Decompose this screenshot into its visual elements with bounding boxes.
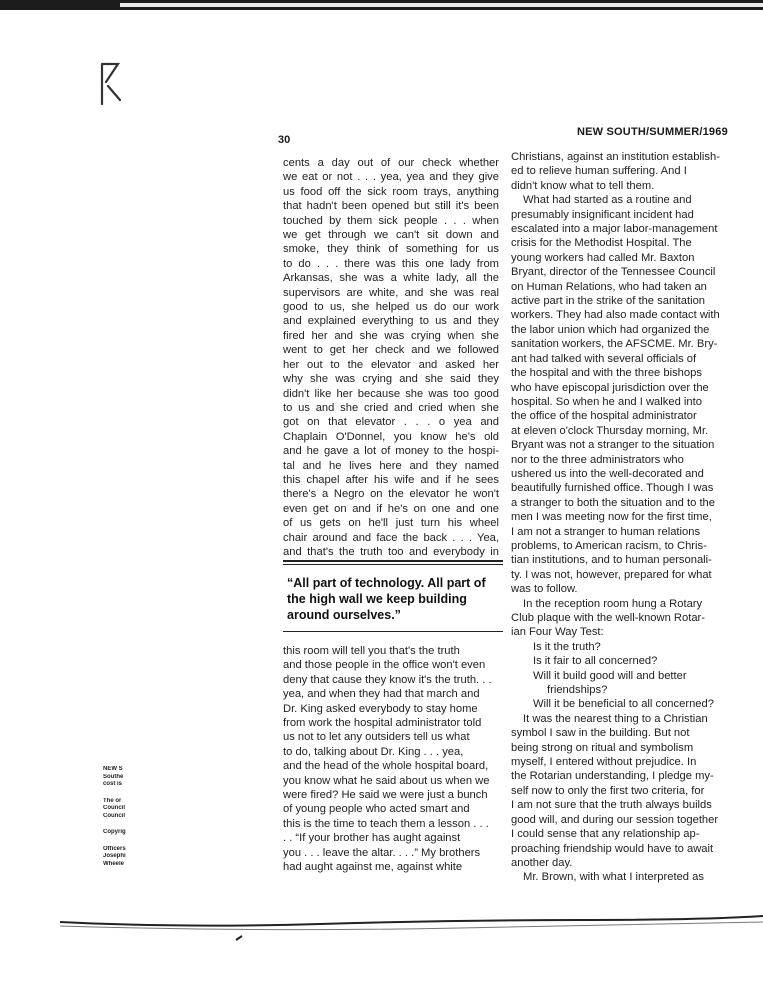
- text-line: Arkansas, she was a white lady, all the: [283, 272, 499, 285]
- text-line: beautifully furnished office. Though I was: [511, 482, 714, 495]
- text-line: of us gets on he'll just turn his wheel: [283, 517, 499, 530]
- text-line: this room will tell you that's the truth: [283, 645, 460, 657]
- masthead-line: The or: [103, 797, 122, 804]
- text-line: had aught against me, against white: [283, 861, 463, 874]
- text-line: Club plaque with the well-known Rotar-: [511, 612, 706, 624]
- text-line: active part in the strike of the sanitation: [511, 295, 706, 308]
- text-line: this is the time to teach them a lesson . . .: [283, 817, 489, 830]
- text-line: What had started as a routine and: [523, 194, 692, 207]
- text-line: yea, and when they had that march and: [283, 688, 480, 701]
- four-way-test-item: Is it fair to all concerned?: [533, 655, 658, 668]
- text-line: another day.: [511, 856, 573, 869]
- four-way-test-item: Will it be beneficial to all concerned?: [533, 698, 714, 711]
- text-line: young workers had called Mr. Baxton: [511, 251, 695, 264]
- text-line: presumably insignificant incident had: [511, 208, 694, 221]
- text-line: we eat or not . . . yea, yea and they give: [283, 171, 499, 184]
- text-line: this chapel after his wife and if he sees: [283, 473, 499, 486]
- text-line: the labor union which had organized the: [511, 323, 710, 336]
- masthead-line: Council: [103, 812, 125, 819]
- text-line: Dr. King asked everybody to stay home: [283, 702, 478, 715]
- text-line: ty. I was not, however, prepared for what: [511, 568, 712, 581]
- page-number: 30: [278, 134, 291, 146]
- text-line: deny that cause they know it's the truth. . .: [283, 673, 492, 686]
- text-line: ushered us into the well-decorated and: [511, 467, 704, 480]
- text-line: ant had talked with several officials of: [511, 352, 697, 365]
- text-line: I could sense that any relationship ap-: [511, 828, 700, 841]
- text-line: the hospital and with the three bishops: [511, 367, 702, 380]
- text-line: tal and he lives here and they named: [283, 459, 499, 472]
- text-line: It was the nearest thing to a Christian: [523, 712, 708, 725]
- masthead-fragment: [103, 766, 143, 868]
- text-line: to do . . . there was this one lady from: [283, 257, 499, 270]
- spacer: [103, 789, 143, 798]
- masthead-line: NEW S: [103, 766, 123, 772]
- text-line: Chaplain O'Donnel, you know he's old: [283, 430, 499, 443]
- text-line: nor to the three administrators who: [511, 453, 684, 466]
- text-line: supervisors are white, and she was real: [283, 286, 499, 299]
- text-line: didn't like her because she was too good: [283, 387, 499, 400]
- text-line: didn't know what to tell them.: [511, 179, 655, 192]
- text-line: and the head of the whole hospital board,: [283, 760, 489, 773]
- text-line: on Human Relations, who had taken an: [511, 280, 707, 293]
- text-line: and explained everything to us and they: [283, 315, 499, 328]
- text-line: men I was meeting now for the first time,: [511, 511, 712, 524]
- text-line: of young people who acted smart and: [283, 803, 470, 816]
- text-line: escalated into a major labor-management: [511, 223, 718, 236]
- masthead-line: Southe: [103, 773, 124, 780]
- masthead-line: cost is: [103, 781, 123, 787]
- text-line: and he gave a lot of money to the hospi-: [283, 445, 499, 458]
- text-line: the Rotarian understanding, I pledge my-: [511, 770, 714, 783]
- text-line: smoke, they think of something for us: [283, 243, 499, 256]
- text-line: Mr. Brown, with what I interpreted as: [523, 871, 704, 884]
- text-line: who have episcopal jurisdiction over the: [511, 381, 709, 394]
- text-line: symbol I saw in the building. But not: [511, 727, 690, 740]
- masthead-line: Council: [103, 805, 125, 811]
- text-line: at eleven o'clock Thursday morning, Mr.: [511, 424, 709, 437]
- pull-quote-rule-bottom: [283, 631, 503, 632]
- text-line: and those people in the office won't even: [283, 659, 486, 672]
- text-line: I am not sure that the truth always builds: [511, 799, 712, 812]
- text-line: hospital. So when he and I walked into: [511, 395, 702, 408]
- text-line: even get on and if he's on one and one: [283, 502, 499, 515]
- right-column: [511, 150, 739, 885]
- text-line: why she was crying and she said they: [283, 373, 499, 386]
- text-line: from work the hospital administrator told: [283, 717, 482, 730]
- text-line: us not to let any outsiders tell us what: [283, 731, 470, 744]
- masthead-line: Wheele: [103, 860, 125, 867]
- masthead-line: Copyrig: [103, 829, 126, 835]
- text-line: myself, I entered without prejudice. In: [511, 756, 697, 769]
- left-column-bottom: [283, 644, 499, 875]
- running-head: NEW SOUTH/SUMMER/1969: [577, 126, 728, 138]
- four-way-test-item: Will it build good will and better: [533, 669, 687, 682]
- text-line: to us and she cried and cried when she: [283, 401, 499, 414]
- handwritten-mark: [96, 60, 132, 108]
- text-line: workers. They had also made contact with: [511, 309, 720, 322]
- text-line: Bryant, director of the Tennessee Council: [511, 266, 716, 279]
- scan-top-edge-highlight: [120, 3, 763, 7]
- four-way-test-item: Is it the truth?: [533, 640, 601, 653]
- spacer: [103, 820, 143, 829]
- text-line: . . “If your brother has aught against: [283, 832, 461, 845]
- text-line: there's a Negro on the elevator he won't: [283, 488, 499, 501]
- text-line: us food off the sick room trays, anything: [283, 185, 499, 198]
- text-line: chair around and face the back . . . Yea,: [283, 531, 499, 544]
- text-line: ian Four Way Test:: [511, 626, 604, 639]
- masthead-line: Officers: [103, 845, 126, 852]
- text-line: were fired? He said we were just a bunch: [283, 789, 488, 802]
- text-line: problems, to American racism, to Chris-: [511, 539, 707, 552]
- text-line: a stranger to both the situation and to the: [511, 496, 716, 509]
- text-line: touched by them sick people . . . when: [283, 214, 499, 227]
- text-line: self now to only the first two criteria, for: [511, 784, 705, 797]
- text-line: In the reception room hung a Rotary: [523, 597, 703, 610]
- text-line: tian institutions, and to human personali-: [511, 554, 712, 567]
- text-line: I am not a stranger to human relations: [511, 525, 701, 538]
- text-line: that hadn't been opened but still it's been: [283, 200, 499, 213]
- text-line: you know what he said about us when we: [283, 774, 490, 787]
- text-line: got on that elevator . . . o yea and: [283, 416, 499, 429]
- text-line: sanitation workers, the AFSCME. Mr. Bry-: [511, 338, 718, 351]
- text-line: being strong on ritual and symbolism: [511, 741, 694, 754]
- text-line: went to get her check and we followed: [283, 344, 499, 357]
- text-line: was to follow.: [511, 583, 578, 596]
- left-column-top: [283, 156, 499, 559]
- text-line: ed to relieve human suffering. And I: [511, 165, 687, 178]
- text-line: and that's the truth too and everybody in: [283, 545, 499, 558]
- pull-quote: “All part of technology. All part of the high wall we keep building around ourselves.”: [287, 576, 486, 622]
- text-line: fired her and she was crying when she: [283, 329, 499, 342]
- text-line: good will, and during our session together: [511, 813, 719, 826]
- pull-quote-box: [283, 560, 503, 632]
- text-line: to do, talking about Dr. King . . . yea,: [283, 745, 464, 758]
- text-line: Christians, against an institution establish-: [511, 151, 720, 163]
- text-line: cents a day out of our check whether: [283, 157, 499, 169]
- text-line: good to us, she helped us do our work: [283, 301, 499, 314]
- text-line: her out to the elevator and asked her: [283, 358, 499, 371]
- text-line: Bryant was not a stranger to the situation: [511, 439, 715, 452]
- scan-bottom-edge: [60, 880, 763, 950]
- pull-quote-rule-top: [283, 560, 503, 562]
- text-line: you . . . leave the altar. . . .” My brothers: [283, 846, 481, 859]
- spacer: [103, 837, 143, 846]
- four-way-test-item: friendships?: [547, 684, 608, 697]
- text-line: we get through we can't sit down and: [283, 229, 499, 242]
- text-line: proaching friendship would have to await: [511, 842, 714, 855]
- masthead-line: Josephi: [103, 853, 126, 859]
- text-line: the office of the hospital administrator: [511, 410, 697, 423]
- text-line: crisis for the Methodist Hospital. The: [511, 237, 692, 250]
